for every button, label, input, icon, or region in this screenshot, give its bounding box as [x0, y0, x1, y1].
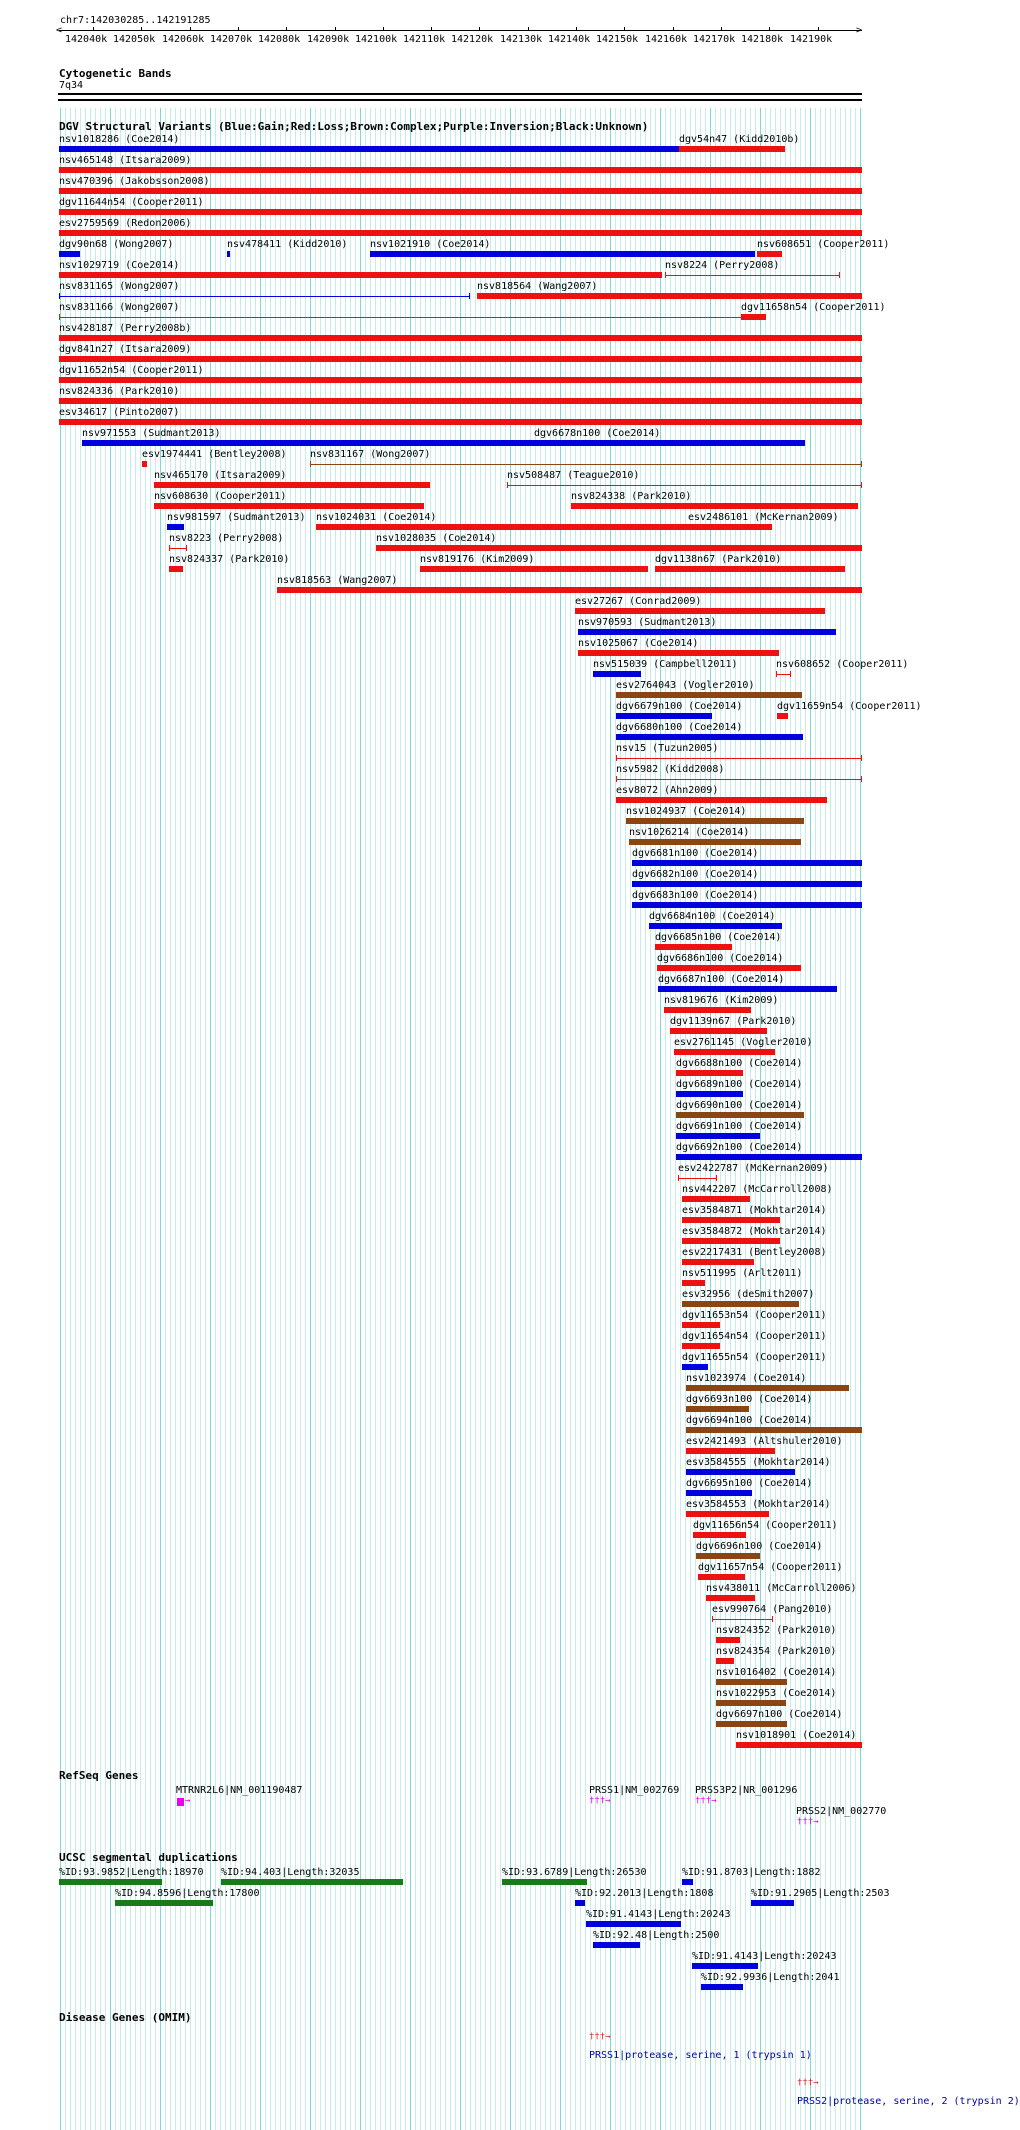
dgv-feature-bar[interactable] — [154, 482, 430, 488]
dgv-feature-label: esv32956 (deSmith2007) — [682, 1289, 815, 1300]
ruler-tick — [190, 27, 191, 31]
dgv-feature-bar[interactable] — [477, 293, 862, 299]
dgv-feature-label: nsv478411 (Kidd2010) — [227, 239, 348, 250]
dgv-feature-label: esv3584553 (Mokhtar2014) — [686, 1499, 831, 1510]
dgv-feature-label: esv27267 (Conrad2009) — [575, 596, 702, 607]
segdup-label: %ID:92.2013|Length:1808 — [575, 1888, 714, 1899]
omim-gene-glyph[interactable]: †††→ — [589, 2032, 611, 2042]
dgv-feature-label: dgv6687n100 (Coe2014) — [658, 974, 785, 985]
ruler-arrow-left: < — [56, 25, 63, 36]
dgv-feature-bar[interactable] — [655, 566, 845, 572]
segdup-label: %ID:93.9852|Length:18970 — [59, 1867, 204, 1878]
dgv-feature-label: esv2422787 (McKernan2009) — [678, 1163, 829, 1174]
dgv-feature-bar[interactable] — [59, 317, 742, 318]
dgv-feature-label: dgv6691n100 (Coe2014) — [676, 1121, 803, 1132]
ruler-tick — [528, 27, 529, 31]
dgv-feature-bar[interactable] — [142, 461, 147, 467]
dgv-feature-label: dgv6694n100 (Coe2014) — [686, 1415, 813, 1426]
dgv-feature-bar[interactable] — [716, 1721, 787, 1727]
dgv-feature-tick — [169, 545, 170, 551]
dgv-feature-label: nsv1016402 (Coe2014) — [716, 1667, 837, 1678]
dgv-feature-label: esv2759569 (Redon2006) — [59, 218, 192, 229]
dgv-feature-label: esv3584872 (Mokhtar2014) — [682, 1226, 827, 1237]
dgv-feature-label: dgv6683n100 (Coe2014) — [632, 890, 759, 901]
dgv-feature-bar[interactable] — [682, 1238, 780, 1244]
dgv-feature-bar[interactable] — [676, 1154, 862, 1160]
dgv-feature-tick — [772, 1616, 773, 1622]
cytoband-label[interactable]: 7q34 — [59, 80, 84, 91]
dgv-feature-tick — [776, 671, 777, 677]
segdup-label: %ID:91.4143|Length:20243 — [586, 1909, 731, 1920]
dgv-feature-bar[interactable] — [169, 566, 183, 572]
ruler-tick — [479, 27, 480, 31]
dgv-feature-bar[interactable] — [169, 548, 187, 549]
ruler-tick — [576, 27, 577, 31]
dgv-feature-label: esv3584871 (Mokhtar2014) — [682, 1205, 827, 1216]
dgv-feature-tick — [839, 272, 840, 278]
ruler-tick — [93, 27, 94, 31]
dgv-feature-label: nsv511995 (Arlt2011) — [682, 1268, 803, 1279]
ruler-tick-label: 142050k — [113, 34, 156, 45]
strand-arrow-icon: → — [185, 1796, 191, 1806]
dgv-feature-bar[interactable] — [616, 779, 862, 780]
dgv-feature-tick — [712, 1616, 713, 1622]
dgv-feature-tick — [59, 293, 60, 299]
cytoband-line-2 — [58, 99, 862, 101]
dgv-feature-bar[interactable] — [376, 545, 862, 551]
dgv-feature-bar[interactable] — [696, 1553, 760, 1559]
segdup-bar[interactable] — [502, 1879, 587, 1885]
dgv-feature-bar[interactable] — [682, 1364, 708, 1370]
dgv-feature-bar[interactable] — [632, 881, 862, 887]
dgv-feature-bar[interactable] — [679, 146, 785, 152]
dgv-feature-bar[interactable] — [682, 1322, 720, 1328]
dgv-feature-bar[interactable] — [655, 944, 732, 950]
ruler-tick-label: 142110k — [403, 34, 446, 45]
dgv-feature-label: nsv1023974 (Coe2014) — [686, 1373, 807, 1384]
segdup-bar[interactable] — [575, 1900, 585, 1906]
segdup-bar[interactable] — [701, 1984, 743, 1990]
dgv-feature-label: nsv438011 (McCarroll2006) — [706, 1583, 857, 1594]
omim-gene-glyph[interactable]: †††→ — [797, 2078, 819, 2088]
refseq-track-title: RefSeq Genes — [59, 1769, 139, 1782]
refseq-gene-label: PRSS1|NM_002769 — [589, 1785, 680, 1796]
dgv-track-title: DGV Structural Variants (Blue:Gain;Red:Loss;Brown:Complex;Purple:Inversion;Black:Unknown) — [59, 120, 649, 133]
dgv-feature-label: dgv6689n100 (Coe2014) — [676, 1079, 803, 1090]
ruler-tick — [286, 27, 287, 31]
dgv-feature-bar[interactable] — [678, 1178, 717, 1179]
dgv-feature-bar[interactable] — [716, 1679, 787, 1685]
dgv-feature-tick — [678, 1175, 679, 1181]
dgv-feature-label: nsv824354 (Park2010) — [716, 1646, 837, 1657]
dgv-feature-label: nsv824337 (Park2010) — [169, 554, 290, 565]
dgv-feature-bar[interactable] — [59, 230, 862, 236]
segdup-label: %ID:92.9936|Length:2041 — [701, 1972, 840, 1983]
ruler-tick-label: 142090k — [307, 34, 350, 45]
ruler-tick-label: 142100k — [355, 34, 398, 45]
dgv-feature-bar[interactable] — [616, 734, 803, 740]
ruler-tick-label: 142130k — [500, 34, 543, 45]
segdup-label: %ID:94.8596|Length:17800 — [115, 1888, 260, 1899]
dgv-feature-bar[interactable] — [682, 1217, 780, 1223]
segdup-label: %ID:91.4143|Length:20243 — [692, 1951, 837, 1962]
dgv-feature-label: esv990764 (Pang2010) — [712, 1604, 833, 1615]
dgv-feature-bar[interactable] — [154, 503, 424, 509]
omim-track-title: Disease Genes (OMIM) — [59, 2011, 192, 2024]
ruler-tick-label: 142140k — [548, 34, 591, 45]
segdup-bar[interactable] — [593, 1942, 640, 1948]
dgv-feature-bar[interactable] — [686, 1511, 769, 1517]
dgv-feature-label: esv2764043 (Vogler2010) — [616, 680, 755, 691]
dgv-feature-bar[interactable] — [59, 167, 862, 173]
dgv-feature-label: dgv6680n100 (Coe2014) — [616, 722, 743, 733]
ruler-tick — [383, 27, 384, 31]
dgv-feature-bar[interactable] — [534, 440, 805, 446]
dgv-feature-label: dgv11659n54 (Cooper2011) — [777, 701, 922, 712]
dgv-feature-label: dgv11644n54 (Cooper2011) — [59, 197, 204, 208]
dgv-feature-tick — [507, 482, 508, 488]
dgv-feature-label: esv34617 (Pinto2007) — [59, 407, 180, 418]
dgv-feature-bar[interactable] — [776, 674, 791, 675]
dgv-feature-tick — [861, 776, 862, 782]
dgv-feature-bar[interactable] — [167, 524, 184, 530]
dgv-feature-label: esv2761145 (Vogler2010) — [674, 1037, 813, 1048]
dgv-feature-bar[interactable] — [706, 1595, 755, 1601]
dgv-feature-label: dgv6681n100 (Coe2014) — [632, 848, 759, 859]
dgv-feature-bar[interactable] — [698, 1574, 745, 1580]
dgv-feature-bar[interactable] — [59, 272, 662, 278]
ruler-line — [59, 30, 862, 31]
dgv-feature-tick — [616, 755, 617, 761]
dgv-feature-bar[interactable] — [593, 671, 641, 677]
dgv-feature-label: nsv8224 (Perry2008) — [665, 260, 780, 271]
dgv-feature-bar[interactable] — [686, 1469, 795, 1475]
dgv-feature-label: dgv11655n54 (Cooper2011) — [682, 1352, 827, 1363]
dgv-feature-label: dgv90n68 (Wong2007) — [59, 239, 174, 250]
dgv-feature-label: nsv818564 (Wang2007) — [477, 281, 598, 292]
dgv-feature-bar[interactable] — [741, 314, 766, 320]
dgv-feature-bar[interactable] — [277, 587, 862, 593]
omim-gene-label[interactable]: PRSS1|protease, serine, 1 (trypsin 1) — [589, 2050, 812, 2061]
dgv-feature-label: dgv11658n54 (Cooper2011) — [741, 302, 886, 313]
dgv-feature-bar[interactable] — [665, 275, 840, 276]
dgv-feature-label: nsv608651 (Cooper2011) — [757, 239, 890, 250]
dgv-feature-tick — [665, 272, 666, 278]
dgv-feature-label: dgv11653n54 (Cooper2011) — [682, 1310, 827, 1321]
dgv-feature-label: nsv465170 (Itsara2009) — [154, 470, 287, 481]
dgv-feature-label: nsv1025067 (Coe2014) — [578, 638, 699, 649]
ruler-tick-label: 142080k — [258, 34, 301, 45]
segdup-label: %ID:94.403|Length:32035 — [221, 1867, 360, 1878]
dgv-feature-bar[interactable] — [507, 485, 862, 486]
dgv-feature-bar[interactable] — [632, 902, 862, 908]
dgv-feature-label: nsv1022953 (Coe2014) — [716, 1688, 837, 1699]
ruler-arrow-right: > — [856, 25, 863, 36]
ruler-tick — [721, 27, 722, 31]
dgv-feature-tick — [469, 293, 470, 299]
segdup-bar[interactable] — [586, 1921, 681, 1927]
dgv-feature-label: nsv824336 (Park2010) — [59, 386, 180, 397]
dgv-feature-bar[interactable] — [59, 209, 862, 215]
dgv-feature-label: nsv831165 (Wong2007) — [59, 281, 180, 292]
dgv-feature-bar[interactable] — [686, 1448, 775, 1454]
dgv-feature-bar[interactable] — [676, 1112, 804, 1118]
dgv-feature-label: dgv11657n54 (Cooper2011) — [698, 1562, 843, 1573]
dgv-feature-bar[interactable] — [757, 251, 782, 257]
segdup-bar[interactable] — [115, 1900, 213, 1906]
dgv-feature-label: nsv508487 (Teague2010) — [507, 470, 640, 481]
segdup-bar[interactable] — [682, 1879, 693, 1885]
dgv-feature-tick — [616, 776, 617, 782]
dgv-feature-bar[interactable] — [658, 986, 837, 992]
dgv-feature-label: nsv442207 (McCarroll2008) — [682, 1184, 833, 1195]
dgv-feature-label: nsv818563 (Wang2007) — [277, 575, 398, 586]
dgv-feature-tick — [790, 671, 791, 677]
position-label: chr7:142030285..142191285 — [60, 15, 211, 26]
dgv-feature-bar[interactable] — [227, 251, 230, 257]
dgv-feature-label: nsv515039 (Campbell2011) — [593, 659, 738, 670]
dgv-feature-bar[interactable] — [59, 296, 470, 297]
segdup-label: %ID:92.48|Length:2500 — [593, 1930, 720, 1941]
dgv-feature-label: esv3584555 (Mokhtar2014) — [686, 1457, 831, 1468]
dgv-feature-label: nsv1021910 (Coe2014) — [370, 239, 491, 250]
dgv-feature-bar[interactable] — [686, 1427, 862, 1433]
dgv-feature-label: nsv5982 (Kidd2008) — [616, 764, 725, 775]
dgv-feature-bar[interactable] — [682, 1301, 799, 1307]
dgv-feature-bar[interactable] — [736, 1742, 862, 1748]
dgv-feature-label: dgv6696n100 (Coe2014) — [696, 1541, 823, 1552]
ruler-tick — [624, 27, 625, 31]
dgv-feature-bar[interactable] — [616, 713, 712, 719]
dgv-feature-bar[interactable] — [59, 146, 679, 152]
dgv-feature-label: dgv54n47 (Kidd2010b) — [679, 134, 800, 145]
segdup-label: %ID:91.8703|Length:1882 — [682, 1867, 821, 1878]
segdup-track-title: UCSC segmental duplications — [59, 1851, 238, 1864]
omim-gene-label[interactable]: PRSS2|protease, serine, 2 (trypsin 2) — [797, 2096, 1020, 2107]
dgv-feature-bar[interactable] — [676, 1133, 760, 1139]
dgv-feature-bar[interactable] — [578, 629, 836, 635]
dgv-feature-bar[interactable] — [59, 356, 862, 362]
dgv-feature-label: dgv6682n100 (Coe2014) — [632, 869, 759, 880]
dgv-feature-label: esv1974441 (Bentley2008) — [142, 449, 287, 460]
ruler-tick — [431, 27, 432, 31]
dgv-feature-bar[interactable] — [59, 251, 80, 257]
segdup-bar[interactable] — [692, 1963, 758, 1969]
dgv-feature-bar[interactable] — [682, 1259, 754, 1265]
dgv-feature-bar[interactable] — [686, 1385, 849, 1391]
dgv-feature-label: nsv831166 (Wong2007) — [59, 302, 180, 313]
refseq-gene-label: MTRNR2L6|NM_001190487 — [176, 1785, 303, 1796]
dgv-feature-label: dgv6678n100 (Coe2014) — [534, 428, 661, 439]
segdup-bar[interactable] — [751, 1900, 794, 1906]
dgv-feature-label: dgv6697n100 (Coe2014) — [716, 1709, 843, 1720]
dgv-feature-bar[interactable] — [688, 524, 772, 530]
dgv-feature-tick — [861, 482, 862, 488]
dgv-feature-bar[interactable] — [59, 398, 862, 404]
dgv-feature-label: nsv1028035 (Coe2014) — [376, 533, 497, 544]
dgv-feature-bar[interactable] — [664, 1007, 751, 1013]
dgv-feature-label: nsv1026214 (Coe2014) — [629, 827, 750, 838]
dgv-feature-label: esv2486101 (McKernan2009) — [688, 512, 839, 523]
dgv-feature-label: dgv6688n100 (Coe2014) — [676, 1058, 803, 1069]
refseq-gene-glyph[interactable]: †††→ — [695, 1796, 717, 1806]
dgv-feature-bar[interactable] — [712, 1619, 773, 1620]
dgv-feature-label: dgv11652n54 (Cooper2011) — [59, 365, 204, 376]
dgv-feature-label: dgv6690n100 (Coe2014) — [676, 1100, 803, 1111]
dgv-feature-label: nsv1018901 (Coe2014) — [736, 1730, 857, 1741]
dgv-feature-bar[interactable] — [616, 797, 827, 803]
dgv-feature-label: dgv1138n67 (Park2010) — [655, 554, 782, 565]
dgv-feature-label: dgv6684n100 (Coe2014) — [649, 911, 776, 922]
dgv-feature-bar[interactable] — [629, 839, 801, 845]
segdup-label: %ID:91.2905|Length:2503 — [751, 1888, 890, 1899]
ruler-tick-label: 142120k — [451, 34, 494, 45]
dgv-feature-bar[interactable] — [686, 1406, 749, 1412]
dgv-feature-bar[interactable] — [682, 1343, 720, 1349]
dgv-feature-label: dgv6686n100 (Coe2014) — [657, 953, 784, 964]
dgv-feature-label: nsv1024031 (Coe2014) — [316, 512, 437, 523]
segdup-label: %ID:93.6789|Length:26530 — [502, 1867, 647, 1878]
dgv-feature-label: nsv970593 (Sudmant2013) — [578, 617, 717, 628]
ruler-tick-label: 142040k — [65, 34, 108, 45]
ruler-tick-label: 142070k — [210, 34, 253, 45]
dgv-feature-bar[interactable] — [670, 1028, 767, 1034]
refseq-gene-glyph[interactable]: †††→ — [797, 1817, 819, 1827]
dgv-feature-bar[interactable] — [682, 1196, 750, 1202]
dgv-feature-tick — [716, 1175, 717, 1181]
dgv-feature-tick — [310, 461, 311, 467]
dgv-feature-bar[interactable] — [59, 377, 862, 383]
ruler-tick-label: 142190k — [790, 34, 833, 45]
dgv-feature-label: dgv6692n100 (Coe2014) — [676, 1142, 803, 1153]
dgv-feature-tick — [59, 314, 60, 320]
dgv-feature-bar[interactable] — [716, 1658, 734, 1664]
dgv-feature-bar[interactable] — [420, 566, 648, 572]
dgv-feature-bar[interactable] — [82, 440, 537, 446]
dgv-feature-bar[interactable] — [693, 1532, 746, 1538]
dgv-feature-bar[interactable] — [682, 1280, 705, 1286]
dgv-feature-bar[interactable] — [632, 860, 862, 866]
dgv-feature-bar[interactable] — [575, 608, 825, 614]
dgv-feature-label: nsv981597 (Sudmant2013) — [167, 512, 306, 523]
dgv-feature-label: nsv819676 (Kim2009) — [664, 995, 779, 1006]
ruler-tick — [238, 27, 239, 31]
dgv-feature-label: nsv428187 (Perry2008b) — [59, 323, 192, 334]
dgv-feature-label: esv8072 (Ahn2009) — [616, 785, 719, 796]
dgv-feature-bar[interactable] — [616, 692, 802, 698]
dgv-feature-bar[interactable] — [571, 503, 858, 509]
dgv-feature-label: nsv824338 (Park2010) — [571, 491, 692, 502]
dgv-feature-label: nsv15 (Tuzun2005) — [616, 743, 719, 754]
dgv-feature-label: nsv8223 (Perry2008) — [169, 533, 284, 544]
dgv-feature-label: nsv608630 (Cooper2011) — [154, 491, 287, 502]
dgv-feature-tick — [861, 461, 862, 467]
dgv-feature-bar[interactable] — [578, 650, 779, 656]
ruler-tick — [673, 27, 674, 31]
dgv-feature-bar[interactable] — [686, 1490, 752, 1496]
dgv-feature-bar[interactable] — [649, 923, 782, 929]
dgv-feature-label: nsv971553 (Sudmant2013) — [82, 428, 221, 439]
dgv-feature-bar[interactable] — [777, 713, 788, 719]
dgv-feature-label: nsv465148 (Itsara2009) — [59, 155, 192, 166]
dgv-feature-bar[interactable] — [59, 419, 862, 425]
dgv-feature-label: dgv6685n100 (Coe2014) — [655, 932, 782, 943]
dgv-feature-bar[interactable] — [657, 965, 801, 971]
dgv-feature-bar[interactable] — [676, 1070, 743, 1076]
dgv-feature-bar[interactable] — [59, 335, 862, 341]
dgv-feature-label: dgv11654n54 (Cooper2011) — [682, 1331, 827, 1342]
ruler-tick — [769, 27, 770, 31]
ruler-tick-label: 142170k — [693, 34, 736, 45]
dgv-feature-bar[interactable] — [716, 1637, 740, 1643]
dgv-feature-bar[interactable] — [370, 251, 755, 257]
dgv-feature-label: nsv1018286 (Coe2014) — [59, 134, 180, 145]
dgv-feature-label: dgv841n27 (Itsara2009) — [59, 344, 192, 355]
cytoband-title: Cytogenetic Bands — [59, 67, 172, 80]
dgv-feature-label: nsv1024937 (Coe2014) — [626, 806, 747, 817]
dgv-feature-label: nsv819176 (Kim2009) — [420, 554, 535, 565]
ruler-tick-label: 142150k — [596, 34, 639, 45]
dgv-feature-bar[interactable] — [674, 1049, 775, 1055]
dgv-feature-label: dgv11656n54 (Cooper2011) — [693, 1520, 838, 1531]
dgv-feature-label: nsv831167 (Wong2007) — [310, 449, 431, 460]
dgv-feature-label: dgv6679n100 (Coe2014) — [616, 701, 743, 712]
segdup-bar[interactable] — [59, 1879, 162, 1885]
dgv-feature-bar[interactable] — [616, 758, 862, 759]
refseq-gene-glyph[interactable]: †††→ — [589, 1796, 611, 1806]
dgv-feature-bar[interactable] — [310, 464, 862, 465]
dgv-feature-label: dgv6695n100 (Coe2014) — [686, 1478, 813, 1489]
dgv-feature-label: esv2421493 (Altshuler2010) — [686, 1436, 843, 1447]
dgv-feature-bar[interactable] — [59, 188, 862, 194]
dgv-feature-bar[interactable] — [626, 818, 804, 824]
segdup-bar[interactable] — [221, 1879, 403, 1885]
dgv-feature-bar[interactable] — [676, 1091, 743, 1097]
ruler-tick-label: 142160k — [645, 34, 688, 45]
ruler-tick — [141, 27, 142, 31]
dgv-feature-label: nsv470396 (Jakobsson2008) — [59, 176, 210, 187]
dgv-feature-tick — [186, 545, 187, 551]
dgv-feature-bar[interactable] — [716, 1700, 786, 1706]
dgv-feature-label: dgv1139n67 (Park2010) — [670, 1016, 797, 1027]
dgv-feature-label: nsv1029719 (Coe2014) — [59, 260, 180, 271]
refseq-gene-label: PRSS2|NM_002770 — [796, 1806, 887, 1817]
dgv-feature-tick — [861, 755, 862, 761]
dgv-feature-label: esv2217431 (Bentley2008) — [682, 1247, 827, 1258]
ruler-tick-label: 142060k — [162, 34, 205, 45]
ruler-tick — [818, 27, 819, 31]
ruler-tick-label: 142180k — [741, 34, 784, 45]
dgv-feature-label: dgv6693n100 (Coe2014) — [686, 1394, 813, 1405]
ruler-tick — [335, 27, 336, 31]
refseq-gene-label: PRSS3P2|NR_001296 — [695, 1785, 798, 1796]
dgv-feature-label: nsv608652 (Cooper2011) — [776, 659, 909, 670]
dgv-feature-label: nsv824352 (Park2010) — [716, 1625, 837, 1636]
cytoband-line — [58, 93, 862, 95]
refseq-gene-exon[interactable] — [177, 1798, 184, 1806]
